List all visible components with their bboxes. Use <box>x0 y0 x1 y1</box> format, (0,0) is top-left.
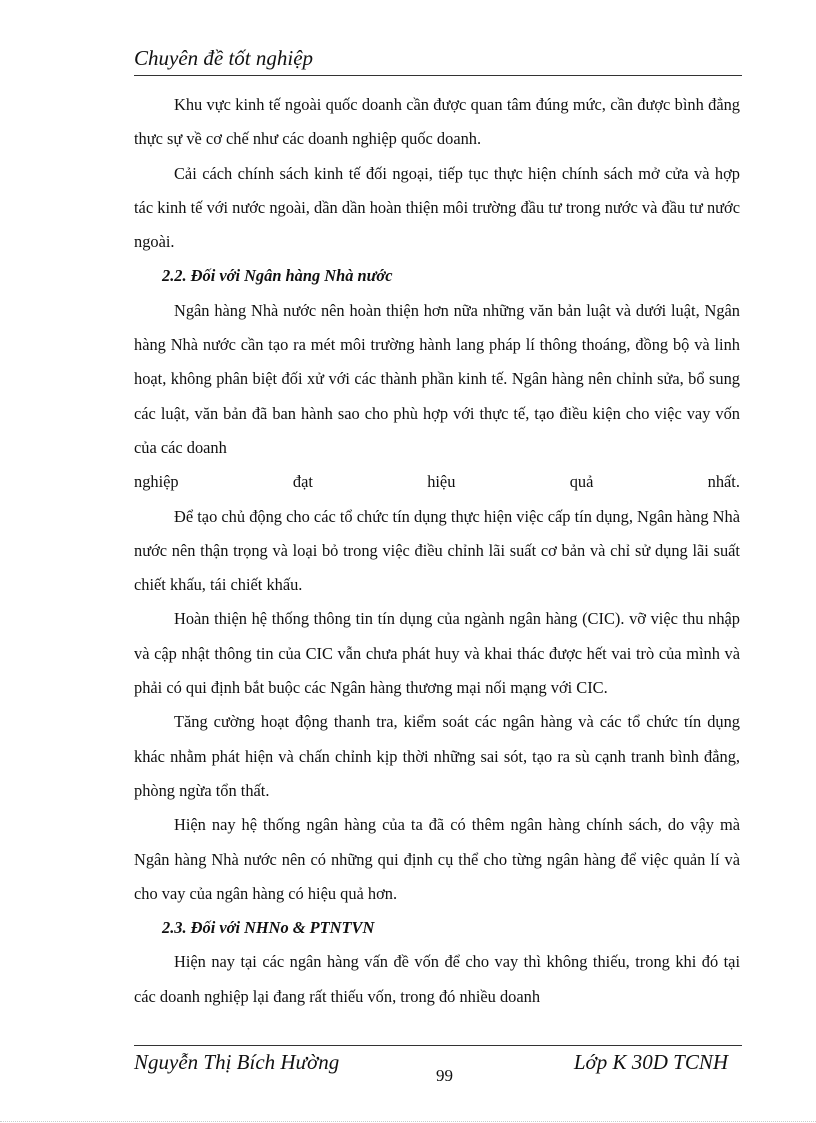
word: hiệu <box>427 472 456 492</box>
section-heading: 2.2. Đối với Ngân hàng Nhà nước <box>162 266 393 286</box>
word: quả <box>569 472 594 492</box>
paragraph: Hiện nay hệ thống ngân hàng của ta đã có thêm ngân hàng chính sách, do vậy mà Ngân hàng Nhà nước nên có những qui định cụ thể cho từng ngân hàng để việc quản lí và cho vay của ngân hàng có hiệu quả hơn. <box>134 815 740 903</box>
paragraph: Hiện nay tại các ngân hàng vấn đề vốn để cho vay thì không thiếu, trong khi đó tại các doanh nghiệp lại đang rất thiếu vốn, trong đó nhiều doanh <box>134 952 740 1006</box>
paragraph: Cải cách chính sách kinh tế đối ngoại, tiếp tục thực hiện chính sách mở cửa và hợp tác kinh tế với nước ngoài, dần dần hoàn thiện môi trường đầu tư trong nước và đầu tư nước ngoài. <box>134 163 740 252</box>
word: nghiệp <box>134 472 179 492</box>
header-title: Chuyên đề tốt nghiệp <box>134 46 314 70</box>
word: đạt <box>292 472 313 492</box>
page-number: 99 <box>436 1066 453 1085</box>
footer-rule <box>134 1045 742 1046</box>
footer-author: Nguyễn Thị Bích Hường <box>134 1050 340 1074</box>
paragraph-last-line <box>134 465 740 499</box>
paragraph: Ngân hàng Nhà nước nên hoàn thiện hơn nữa những văn bản luật và dưới luật, Ngân hàng Nhà nước cần tạo ra mét môi trường hành lang pháp lí thông thoáng, đồng bộ và linh hoạt, không phân biệt đối xử với các thành phần kinh tế. Ngân hàng nên chỉnh sửa, bổ sung các luật, văn bản đã ban hành sao cho phù hợp với thực tế, tạo điều kiện cho việc vay vốn của các doanh <box>134 300 740 457</box>
section-heading: 2.3. Đối với NHNo & PTNTVN <box>162 918 375 938</box>
paragraph: Để tạo chủ động cho các tổ chức tín dụng thực hiện việc cấp tín dụng, Ngân hàng Nhà nước nên thận trọng và loại bỏ trong việc điều chỉnh lãi suất cơ bản và chỉ sử dụng lãi suất chiết khấu, tái chiết khấu. <box>134 506 740 595</box>
word: nhất. <box>707 472 740 492</box>
paragraph: Khu vực kinh tế ngoài quốc doanh cần được quan tâm đúng mức, cần được bình đẳng thực sự về cơ chế như các doanh nghiệp quốc doanh. <box>134 95 740 149</box>
paragraph: Hoàn thiện hệ thống thông tin tín dụng của ngành ngân hàng (CIC). vỡ việc thu nhập và cập nhật thông tin của CIC vẫn chưa phát huy và khai thác được hết vai trò của mình và phải có qui định bắt buộc các Ngân hàng thương mại nối mạng với CIC. <box>134 609 740 698</box>
body-text <box>134 88 740 1014</box>
header-rule <box>134 75 742 76</box>
page-edge <box>0 1121 816 1122</box>
footer-class: Lớp K 30D TCNH <box>573 1050 728 1074</box>
paragraph: Tăng cường hoạt động thanh tra, kiểm soát các ngân hàng và các tổ chức tín dụng khác nhằm phát hiện và chấn chỉnh kịp thời những sai sót, tạo ra sù cạnh tranh bình đẳng, phòng ngừa tổn thất. <box>134 712 740 800</box>
